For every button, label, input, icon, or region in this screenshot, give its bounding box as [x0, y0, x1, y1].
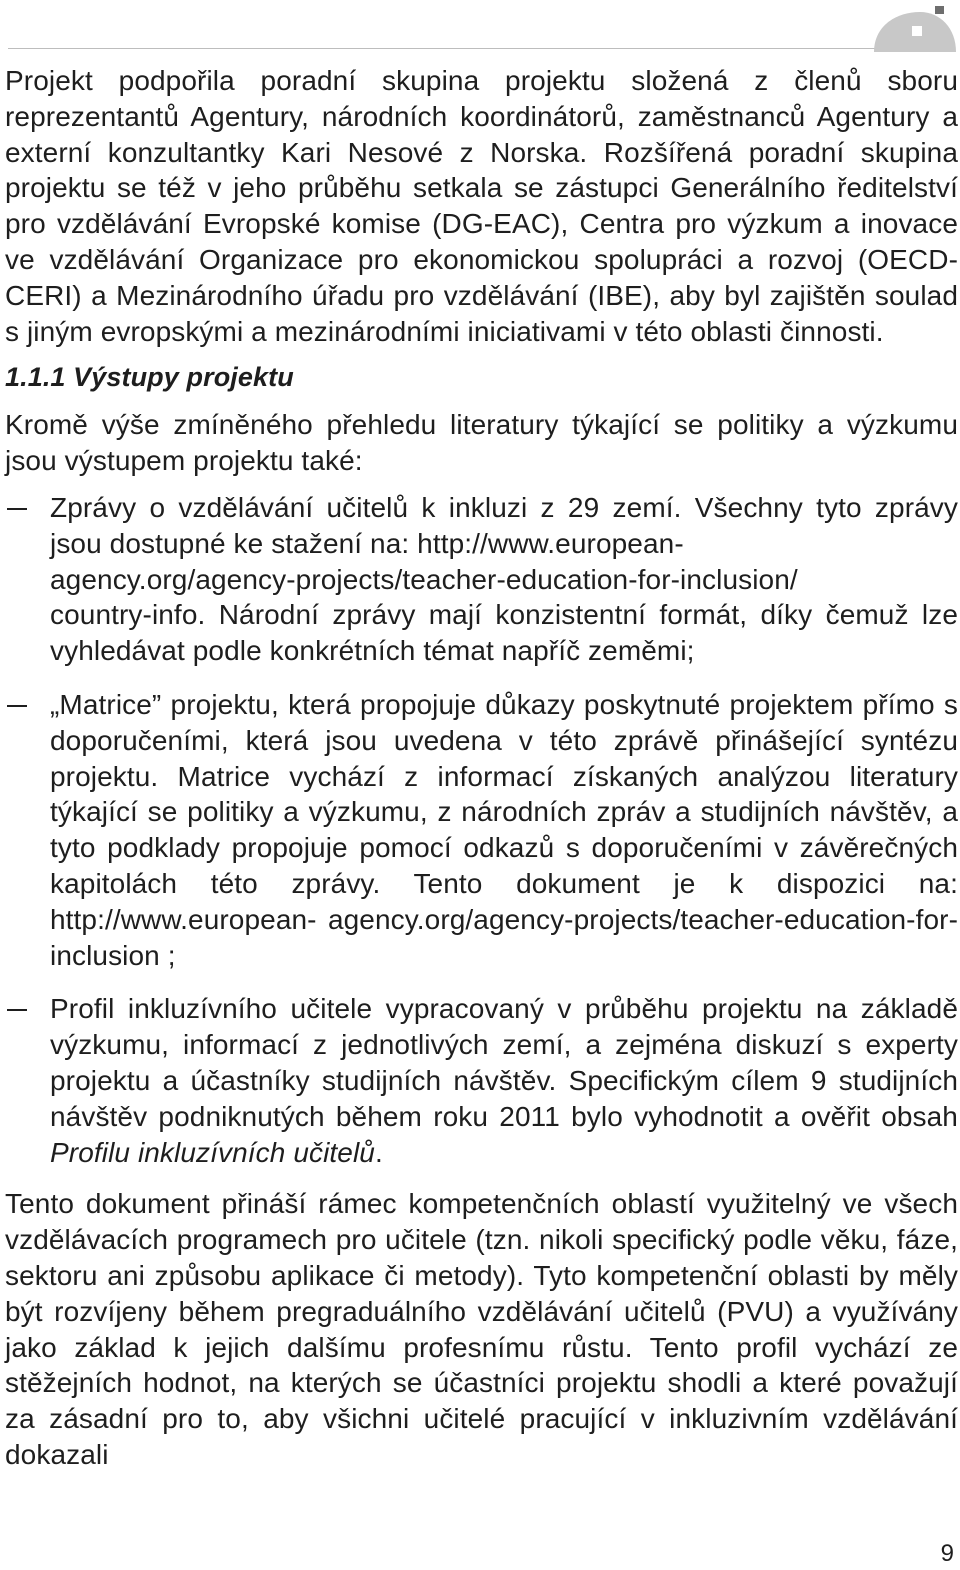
paragraph-intro: Kromě výše zmíněného přehledu literatury týkající se politiky a výzkumu jsou výstupem projektu také: — [5, 409, 958, 477]
bullet-text: „Matrice” projektu, která propojuje důkazy poskytnuté projektem přímo s doporučeními, která jsou uvedena v této zprávě přinášející syntézu projektu. Matrice vychází z informací získaných analýzou literatury týkající se politiky a výzkumu, z národních zpráv a studijních návštěv, a tyto podklady propojuje pomocí odkazů s doporučeními v závěrečných kapitolách této zprávy. Tento dokument je k dispozici na: http://www.european- — [50, 688, 958, 935]
bullet-text: country-info. Národní zprávy mají konzistentní formát, díky čemuž lze vyhledávat podle konkrétních témat napříč zeměmi; — [50, 599, 958, 667]
page-number: 9 — [940, 1540, 954, 1567]
bullet-text: Profil inkluzívního učitele vypracovaný v průběhu projektu na základě výzkumu, informací z jednotlivých zemí, a zejména diskuzí s experty projektu a účastníky studijních návštěv. Specifickým cílem 9 studijních návštěv podniknutých během roku 2011 bylo vyhodnotit a ověřit obsah — [50, 993, 958, 1132]
header-rule — [8, 48, 880, 49]
document-body — [5, 63, 958, 1473]
paragraph-advisory-group: Projekt podpořila poradní skupina projektu složená z členů sboru reprezentantů Agentury, národních koordinátorů, zaměstnanců Agentury a externí konzultantky Kari Nesové z Norska. Rozšířená poradní skupina projektu se též v jeho průběhu setkala se zástupci Generálního ředitelství pro vzdělávání Evropské komise (DG-EAC), Centra pro výzkum a inovace ve vzdělávání Organizace pro ekonomickou spolupráci a rozvoj (OECD-CERI) a Mezinárodního úřadu pro vzdělávání (IBE), aby byl zajištěn soulad s jiným evropskými a mezinárodními iniciativami v této oblasti činnosti. — [5, 65, 958, 347]
link-matrix[interactable]: agency.org/agency-projects/teacher-education-for-inclusion ; — [50, 903, 958, 971]
list-item-profile — [5, 991, 958, 1170]
list-item-country-reports — [5, 490, 958, 669]
list-item-matrix — [5, 687, 958, 973]
link-country-reports[interactable]: agency.org/agency-projects/teacher-education-for-inclusion/ — [50, 563, 798, 595]
agency-logo-icon — [868, 0, 960, 52]
profile-title: Profilu inkluzívních učitelů — [50, 1136, 375, 1168]
outputs-list — [5, 490, 958, 1170]
bullet-text: Zprávy o vzdělávání učitelů k inkluzi z 29 zemí. Všechny tyto zprávy jsou dostupné ke stažení na: http://www.european- — [50, 491, 958, 559]
paragraph-framework: Tento dokument přináší rámec kompetenčních oblastí využitelný ve všech vzdělávacích programech pro učitele (tzn. nikoli specifický podle věku, fáze, sektoru ani způsobu aplikace či metody). Tyto kompetenční oblasti by měly být rozvíjeny během pregraduálního vzdělávání učitelů (PVU) a využívány jako základ k jejich dalšímu profesnímu růstu. Tento profil vychází ze stěžejních hodnot, na kterých se účastníci projektu shodli a které považují za zásadní pro to, aby všichni učitelé pracující v inkluzivním vzdělávání dokazali — [5, 1188, 958, 1470]
bullet-text-end: . — [374, 1136, 383, 1168]
section-heading: 1.1.1 Výstupy projektu — [5, 362, 294, 393]
